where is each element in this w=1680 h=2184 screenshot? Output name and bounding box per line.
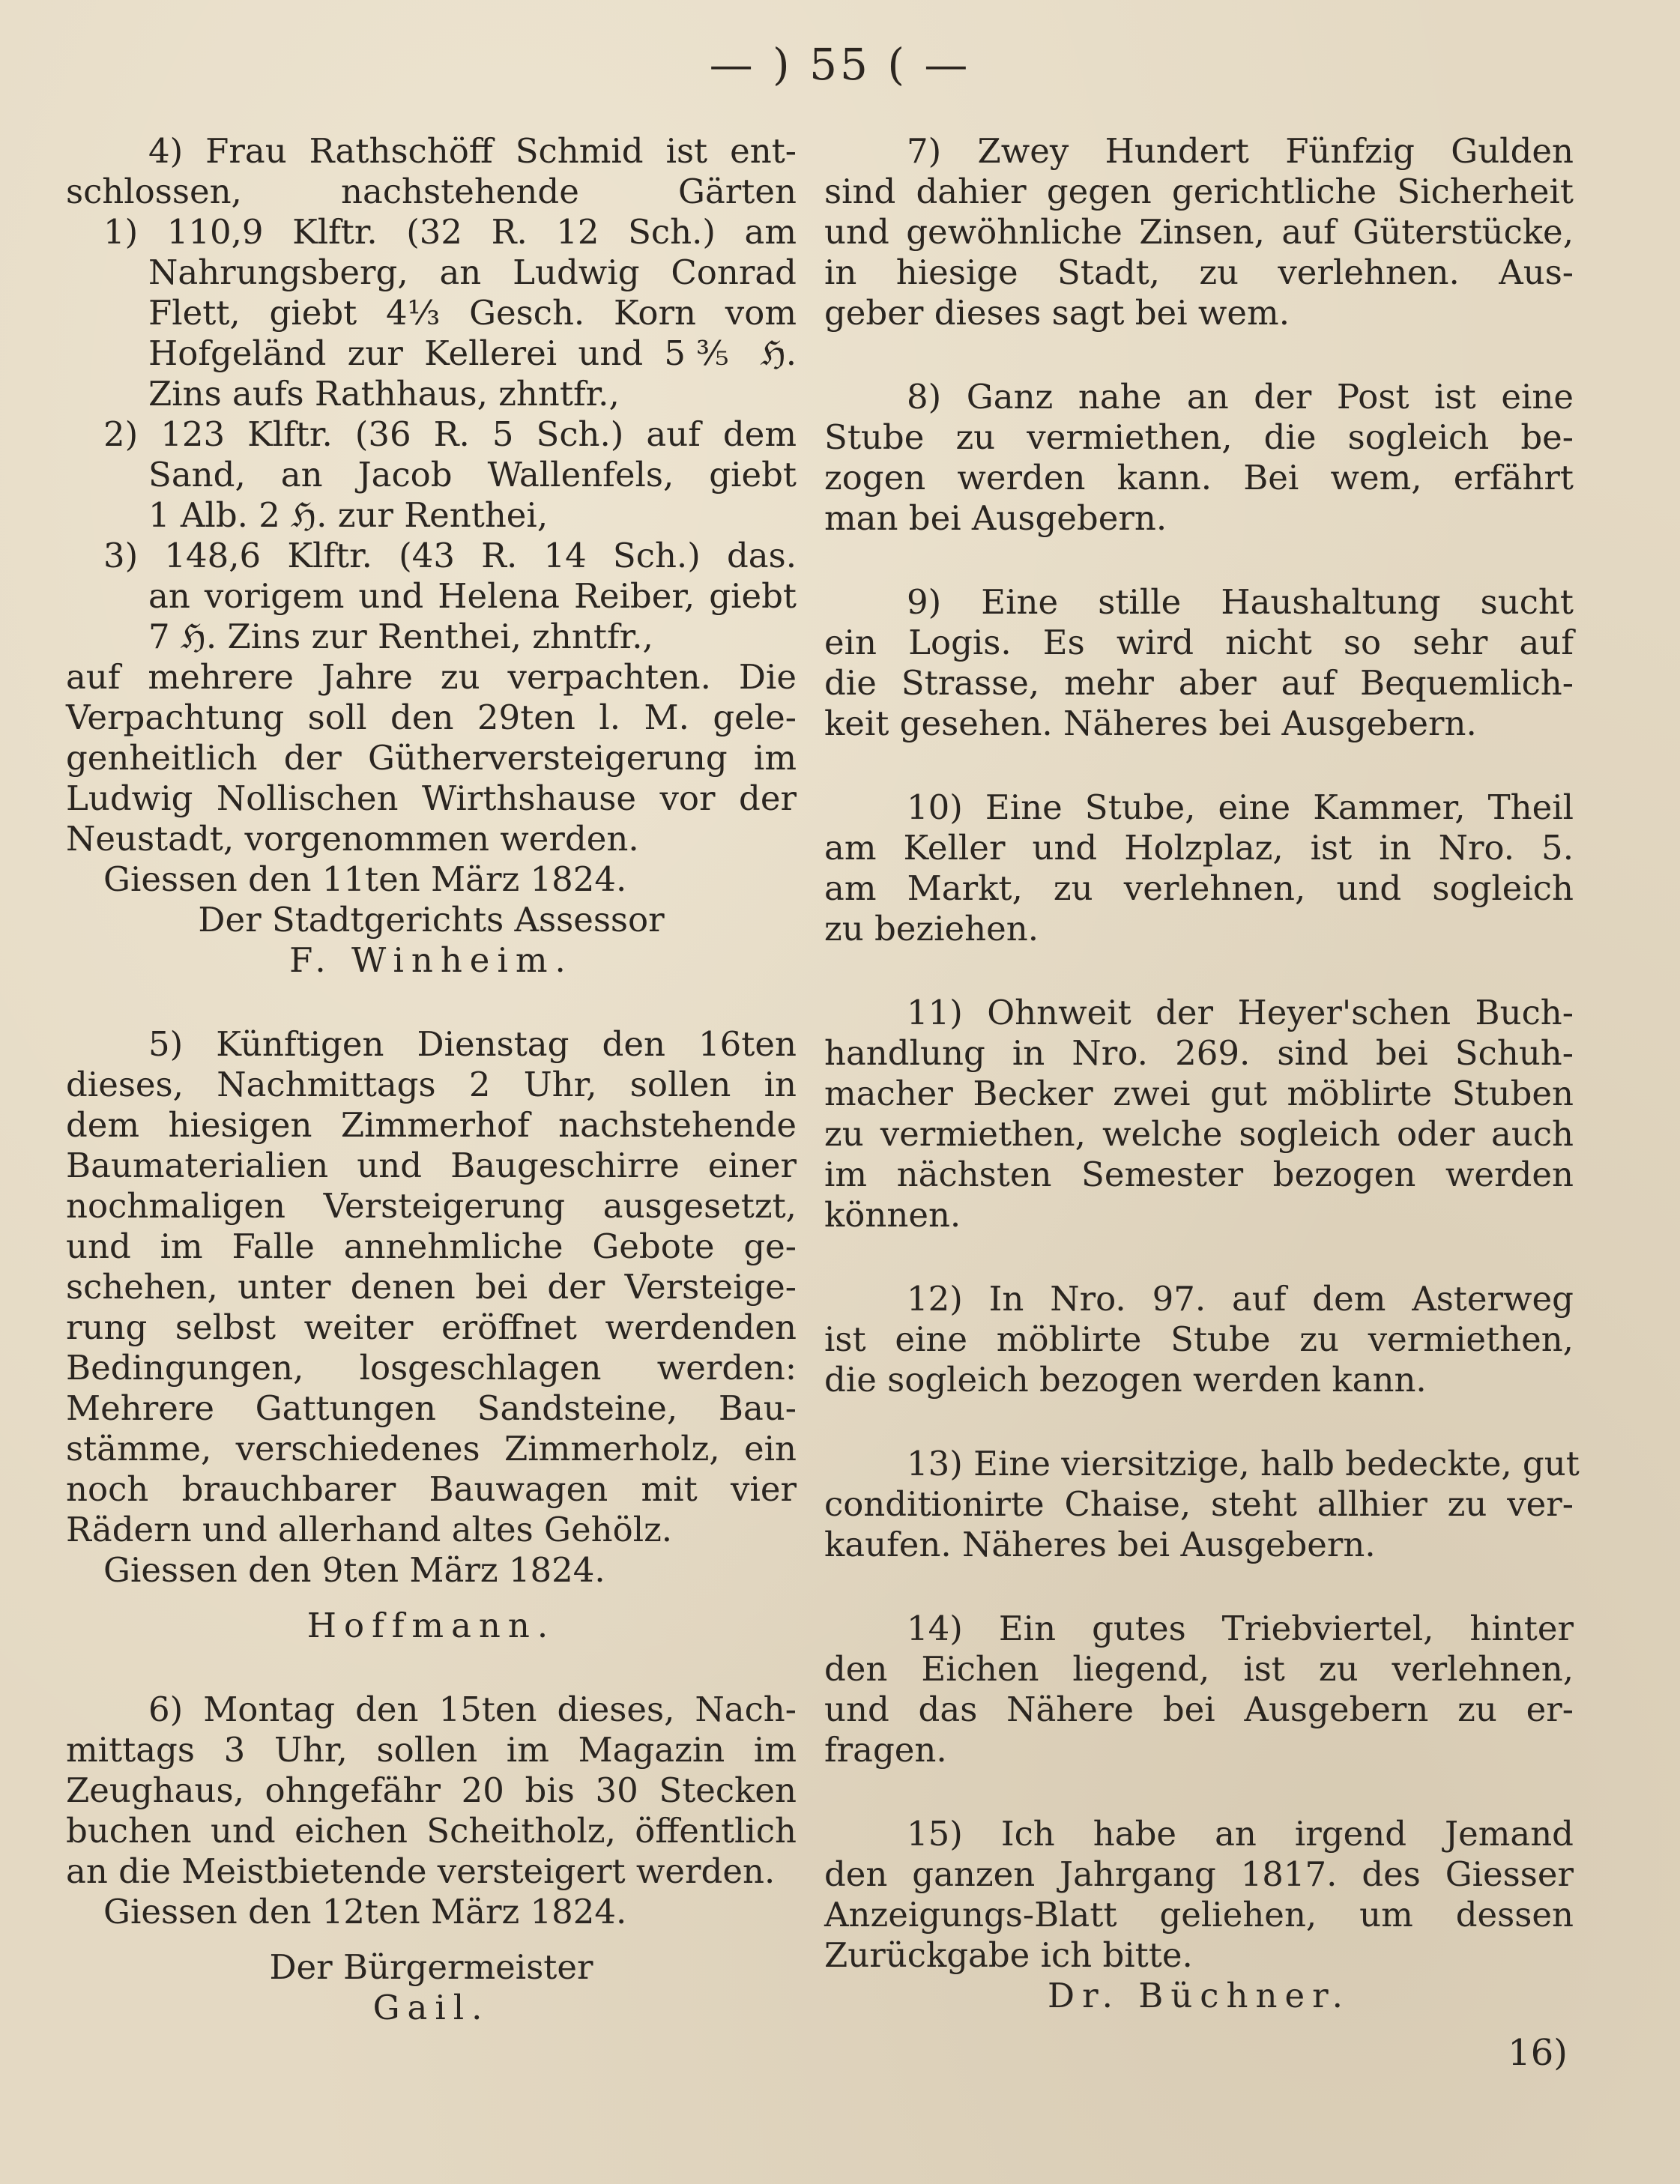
notice-line: rung selbst weiter eröffnet werdenden — [66, 1307, 797, 1347]
notice-line: 12) In Nro. 97. auf dem Asterweg — [907, 1279, 1574, 1319]
notice-line: 8) Ganz nahe an der Post ist eine — [907, 377, 1574, 417]
spacer — [824, 949, 1574, 993]
notice-line: noch brauchbarer Bauwagen mit vier — [66, 1469, 797, 1509]
notice-line: 6) Montag den 15ten dieses, Nach- — [148, 1690, 797, 1729]
notice-line: Stube zu vermiethen, die sogleich be- — [824, 417, 1574, 457]
spacer — [824, 333, 1574, 377]
notice-line: zu vermiethen, welche sogleich oder auch — [824, 1114, 1574, 1154]
notice-8 — [824, 377, 1574, 539]
notice-line: man bei Ausgebern. — [824, 498, 1167, 538]
notice-line: 7) Zwey Hundert Fünfzig Gulden — [907, 131, 1574, 171]
notice-line: schlossen, nachstehende Gärten — [66, 172, 797, 211]
notice-line: ein Logis. Es wird nicht so sehr auf — [824, 623, 1574, 662]
signer-name: Dr. Büchner. — [1048, 1976, 1350, 2015]
notice-line: auf mehrere Jahre zu verpachten. Die — [66, 657, 797, 697]
notice-line: ist eine möblirte Stube zu vermiethen, — [824, 1319, 1574, 1359]
notice-line: Nahrungsberg, an Ludwig Conrad — [148, 252, 797, 292]
notice-line: im nächsten Semester bezogen werden — [824, 1155, 1574, 1194]
notice-line: geber dieses sagt bei wem. — [824, 293, 1290, 333]
right-column — [824, 131, 1580, 2016]
notice-line: Verpachtung soll den 29ten l. M. gele- — [66, 698, 797, 737]
spacer — [824, 539, 1574, 582]
page-number-header: — ) 55 ( — — [709, 39, 971, 90]
spacer — [66, 1646, 797, 1690]
signer-name: Hoffmann. — [306, 1606, 556, 1645]
notice-line: und im Falle annehmliche Gebote ge- — [66, 1226, 797, 1266]
notice-line: den Eichen liegend, ist zu verlehnen, — [824, 1649, 1574, 1689]
notice-line: Mehrere Gattungen Sandsteine, Bau- — [66, 1388, 797, 1428]
notice-line: die Strasse, mehr aber auf Bequemlich- — [824, 663, 1574, 703]
notice-line: und das Nähere bei Ausgebern zu er- — [824, 1690, 1574, 1729]
notice-line: können. — [824, 1195, 961, 1235]
notice-line: zogen werden kann. Bei wem, erfährt — [824, 458, 1574, 497]
left-column — [66, 131, 797, 2028]
notice-line: 3) 148,6 Klftr. (43 R. 14 Sch.) das. — [103, 536, 797, 575]
notice-15 — [824, 1814, 1574, 2016]
notice-line: 15) Ich habe an irgend Jemand — [907, 1814, 1574, 1854]
notice-6 — [66, 1690, 797, 2028]
notice-line: Zeughaus, ohngefähr 20 bis 30 Stecken — [66, 1770, 797, 1810]
notice-12 — [824, 1279, 1574, 1400]
notice-line: dieses, Nachmittags 2 Uhr, sollen in — [66, 1065, 797, 1104]
notice-line: genheitlich der Gütherversteigerung im — [66, 738, 797, 778]
notice-line: am Keller und Holzplaz, ist in Nro. 5. — [824, 828, 1574, 868]
notice-line: Zurückgabe ich bitte. — [824, 1935, 1193, 1975]
catchword: 16) — [1508, 2032, 1568, 2074]
notice-line: buchen und eichen Scheitholz, öffentlich — [66, 1811, 797, 1851]
notice-line: an vorigem und Helena Reiber, giebt — [148, 576, 797, 616]
notice-line: handlung in Nro. 269. sind bei Schuh- — [824, 1033, 1574, 1073]
notice-line: dem hiesigen Zimmerhof nachstehende — [66, 1105, 797, 1145]
spacer — [824, 1565, 1574, 1609]
notice-line: mittags 3 Uhr, sollen im Magazin im — [66, 1730, 797, 1770]
signer-name: Gail. — [372, 1988, 490, 2027]
signer-title: Der Bürgermeister — [269, 1947, 593, 1987]
notice-line: Ludwig Nollischen Wirthshause vor der — [66, 778, 797, 818]
notice-date: Giessen den 9ten März 1824. — [103, 1550, 605, 1590]
notice-line: Sand, an Jacob Wallenfels, giebt — [148, 455, 797, 494]
notice-line: 1) 110,9 Klftr. (32 R. 12 Sch.) am — [103, 212, 797, 252]
notice-line: 1 Alb. 2 ℌ. zur Renthei, — [148, 495, 549, 535]
spacer — [66, 1591, 797, 1606]
notice-line: 9) Eine stille Haushaltung sucht — [907, 582, 1574, 622]
notice-line: 14) Ein gutes Triebviertel, hinter — [907, 1609, 1574, 1648]
spacer — [66, 981, 797, 1024]
notice-5 — [66, 1024, 797, 1646]
spacer — [824, 1770, 1574, 1814]
notice-date: Giessen den 11ten März 1824. — [103, 859, 627, 899]
spacer — [824, 744, 1574, 787]
notice-line: am Markt, zu verlehnen, und sogleich — [824, 868, 1574, 908]
spacer — [824, 1235, 1574, 1279]
notice-line: Anzeigungs-Blatt geliehen, um dessen — [824, 1895, 1574, 1935]
notice-line: fragen. — [824, 1730, 947, 1770]
notice-line: 2) 123 Klftr. (36 R. 5 Sch.) auf dem — [103, 414, 797, 454]
notice-10 — [824, 787, 1574, 949]
notice-9 — [824, 582, 1574, 744]
notice-line: Rädern und allerhand altes Gehölz. — [66, 1510, 673, 1549]
notice-line: 5) Künftigen Dienstag den 16ten — [148, 1024, 797, 1064]
notice-line: und gewöhnliche Zinsen, auf Güterstücke, — [824, 212, 1574, 252]
notice-line: Baumaterialien und Baugeschirre einer — [66, 1146, 797, 1185]
signer-title: Der Stadtgerichts Assessor — [198, 900, 665, 940]
notice-line: Neustadt, vorgenommen werden. — [66, 819, 639, 859]
notice-line: stämme, verschiedenes Zimmerholz, ein — [66, 1429, 797, 1468]
notice-7 — [824, 131, 1574, 333]
notice-line: kaufen. Näheres bei Ausgebern. — [824, 1525, 1376, 1564]
notice-line: 10) Eine Stube, eine Kammer, Theil — [907, 787, 1574, 827]
notice-line: Hofgeländ zur Kellerei und 5⅗ ℌ. — [148, 333, 797, 373]
notice-line: den ganzen Jahrgang 1817. des Giesser — [824, 1854, 1574, 1894]
notice-line: sind dahier gegen gerichtliche Sicherheit — [824, 172, 1574, 211]
notice-line: nochmaligen Versteigerung ausgesetzt, — [66, 1186, 797, 1226]
notice-line: schehen, unter denen bei der Versteige- — [66, 1267, 797, 1307]
notice-line: 13) Eine viersitzige, halb bedeckte, gut — [907, 1444, 1580, 1483]
notice-4 — [66, 131, 797, 981]
signer-name: F. Winheim. — [289, 940, 573, 980]
notice-line: Bedingungen, losgeschlagen werden: — [66, 1348, 797, 1388]
notice-line: conditionirte Chaise, steht allhier zu ver- — [824, 1484, 1574, 1524]
spacer — [66, 1932, 797, 1947]
notice-line: zu beziehen. — [824, 909, 1039, 949]
notice-line: Flett, giebt 4⅓ Gesch. Korn vom — [148, 293, 797, 333]
notice-13 — [824, 1444, 1580, 1565]
notice-line: keit gesehen. Näheres bei Ausgebern. — [824, 704, 1477, 743]
notice-line: die sogleich bezogen werden kann. — [824, 1360, 1427, 1400]
notice-14 — [824, 1609, 1574, 1770]
notice-line: an die Meistbietende versteigert werden. — [66, 1851, 776, 1891]
notice-line: 11) Ohnweit der Heyer'schen Buch- — [907, 993, 1574, 1032]
notice-11 — [824, 993, 1574, 1235]
spacer — [824, 1400, 1574, 1444]
notice-line: Zins aufs Rathhaus, zhntfr., — [148, 374, 620, 414]
notice-line: 7 ℌ. Zins zur Renthei, zhntfr., — [148, 617, 653, 656]
notice-line: in hiesige Stadt, zu verlehnen. Aus- — [824, 252, 1574, 292]
notice-line: 4) Frau Rathschöff Schmid ist ent- — [148, 131, 797, 171]
notice-date: Giessen den 12ten März 1824. — [103, 1892, 627, 1932]
notice-line: macher Becker zwei gut möblirte Stuben — [824, 1074, 1574, 1113]
